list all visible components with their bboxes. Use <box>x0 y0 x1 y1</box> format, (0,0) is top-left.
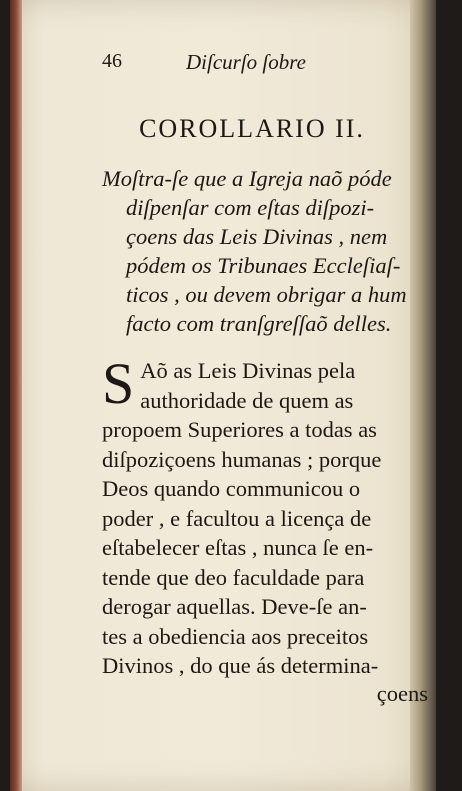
section-title: COROLLARIO II. <box>139 114 365 143</box>
summary-line: pódem os Tribunaes Eccleſiaſ- <box>126 253 401 278</box>
binding-edge <box>10 0 22 791</box>
body-line: eſtabelecer eſtas , nunca ſe en- <box>102 535 374 560</box>
summary-line: çoens das Leis Divinas , nem <box>126 224 388 249</box>
body-line: Deos quando communicou o <box>102 476 361 501</box>
page-header <box>102 44 432 78</box>
catchword: çoens <box>376 680 428 706</box>
body-line: tende que deo faculdade para <box>102 564 365 590</box>
running-head: Diſcurſo ſobre <box>186 50 306 74</box>
summary-line: facto com tranſgreſſaõ delles. <box>126 311 392 336</box>
summary-line: Moſtra-ſe que a Igreja naõ póde <box>102 166 392 191</box>
body-line: propoem Superiores a todas as <box>102 417 377 442</box>
body-line: poder , e facultou a licença de <box>102 505 372 531</box>
section-summary <box>102 164 432 338</box>
body-text <box>102 351 428 681</box>
summary-line: diſpenſar com eſtas diſpozi- <box>126 195 375 220</box>
page-number: 46 <box>102 50 122 72</box>
page-content <box>102 44 432 707</box>
body-line: tes a obediencia aos preceitos <box>102 623 369 649</box>
body-line: diſpoziçoens humanas ; porque <box>102 446 382 472</box>
body-line: Divinos , do que ás determina- <box>102 653 379 678</box>
book-page <box>10 0 436 791</box>
body-line: Aõ as Leis Divinas pela <box>140 358 356 383</box>
drop-cap: S <box>102 351 135 416</box>
body-line: authoridade de quem as <box>140 387 354 413</box>
summary-line: ticos , ou devem obrigar a hum <box>126 282 407 307</box>
body-line: derogar aquellas. Deve-ſe an- <box>102 594 367 619</box>
